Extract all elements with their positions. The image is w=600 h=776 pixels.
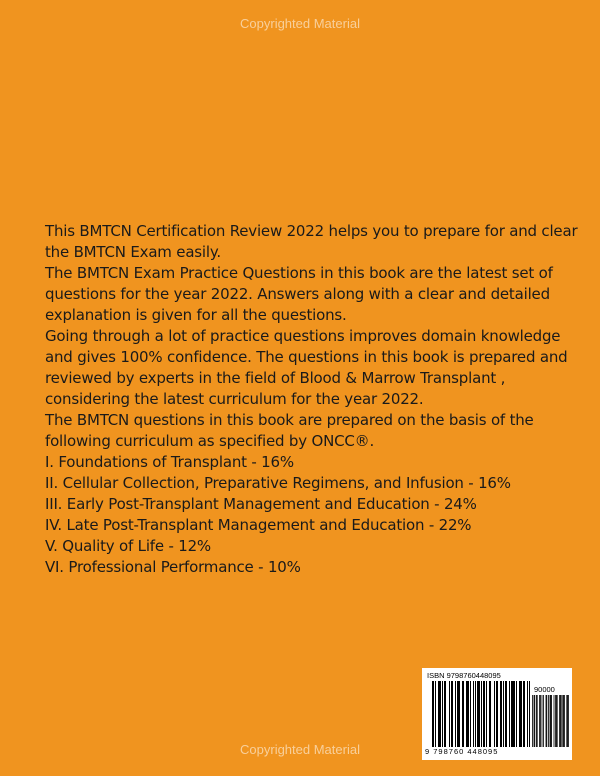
curriculum-item: VI. Professional Performance - 10% (45, 558, 301, 576)
barcode-bar (433, 681, 434, 747)
barcode-bar (568, 695, 569, 747)
barcode-bar (524, 681, 525, 747)
barcode-bar (435, 681, 436, 747)
barcode-bar (554, 695, 555, 747)
barcode-bar (546, 695, 547, 747)
barcode-bar (534, 695, 535, 747)
barcode-bar (532, 695, 533, 747)
barcode-bar (529, 681, 530, 747)
barcode-bar (432, 681, 433, 747)
barcode-bar (462, 681, 463, 747)
curriculum-list (45, 452, 590, 578)
barcode-bar (555, 695, 556, 747)
barcode-bar (556, 695, 557, 747)
barcode-bar (452, 681, 453, 747)
barcode-bar (481, 681, 482, 747)
barcode-bar (467, 681, 468, 747)
isbn-label: ISBN 9798760448095 (427, 671, 501, 680)
barcode-bar (540, 695, 541, 747)
barcode-bar (536, 695, 537, 747)
back-cover-description (45, 221, 590, 578)
barcode-bar (521, 681, 522, 747)
barcode-bar (470, 681, 471, 747)
barcode-bar (503, 681, 504, 747)
barcode-bar (484, 681, 485, 747)
barcode-bar (458, 681, 459, 747)
barcode-bar (473, 681, 474, 747)
barcode-bar (475, 681, 476, 747)
barcode-bar (442, 681, 443, 747)
price-code: 90000 (534, 685, 555, 694)
barcode-bar (511, 681, 512, 747)
barcode-bar (546, 695, 547, 747)
barcode-bar (466, 681, 467, 747)
barcode-bar (559, 695, 560, 747)
barcode-digits: 9 798760 448095 (425, 747, 499, 756)
barcode-bar (479, 681, 480, 747)
barcode-bar (451, 681, 452, 747)
barcode-bar (494, 681, 495, 747)
barcode-bar (520, 681, 521, 747)
barcode-bar (506, 681, 507, 747)
description-paragraph: The BMTCN Exam Practice Questions in this book are the latest set of questions for the year 2022. Answers along with a clear and detailed explanation is given for all the questions. (45, 264, 553, 324)
barcode-bar (566, 695, 567, 747)
barcode-bar (551, 695, 552, 747)
barcode-bar (519, 681, 520, 747)
curriculum-item: IV. Late Post-Transplant Management and Education - 22% (45, 516, 472, 534)
barcode-bar (449, 681, 450, 747)
curriculum-item: V. Quality of Life - 12% (45, 537, 211, 555)
barcode-bar (509, 681, 510, 747)
barcode-bar (477, 681, 478, 747)
barcode-bars-icon (432, 681, 530, 747)
addon-barcode-bars-icon (532, 695, 569, 747)
barcode-bar (523, 681, 524, 747)
barcode-bar (542, 695, 543, 747)
barcode-bar (550, 695, 551, 747)
description-paragraph: The BMTCN questions in this book are prepared on the basis of the following curriculum as specified by ONCC®. (45, 411, 534, 450)
barcode-bar (496, 681, 497, 747)
barcode-bar (457, 681, 458, 747)
barcode-bar (550, 695, 551, 747)
barcode-bar (534, 695, 535, 747)
barcode-bar (537, 695, 538, 747)
barcode-bar (514, 681, 515, 747)
barcode-bar (513, 681, 514, 747)
barcode-bar (438, 681, 439, 747)
barcode-bar (440, 681, 441, 747)
barcode-bar (486, 681, 487, 747)
curriculum-item: III. Early Post-Transplant Management and Education - 24% (45, 495, 477, 513)
curriculum-item: II. Cellular Collection, Preparative Regimens, and Infusion - 16% (45, 474, 511, 492)
barcode-bar (497, 681, 498, 747)
barcode-bar (564, 695, 565, 747)
barcode-bar (539, 695, 540, 747)
copyright-watermark-bottom: Copyrighted Material (240, 742, 360, 757)
description-paragraph: Going through a lot of practice questions improves domain knowledge and gives 100% confidence. The questions in this book is prepared and reviewed by experts in the field of Blood & Marrow Transplant , considering the latest curriculum for the year 2022. (45, 327, 568, 408)
barcode-bar (445, 681, 446, 747)
barcode-bar (543, 695, 544, 747)
barcode-bar (561, 695, 562, 747)
barcode-bar (490, 681, 491, 747)
barcode-bar (478, 681, 479, 747)
barcode-bar (548, 695, 549, 747)
barcode-bar (563, 695, 564, 747)
barcode-bar (501, 681, 502, 747)
barcode-bar (483, 681, 484, 747)
barcode-bar (468, 681, 469, 747)
barcode-bar (557, 695, 558, 747)
barcode-bar (512, 681, 513, 747)
barcode-bar (567, 695, 568, 747)
barcode-bar (439, 681, 440, 747)
barcode-bar (459, 681, 460, 747)
barcode-bar (562, 695, 563, 747)
barcode-bar (489, 681, 490, 747)
barcode-bar (500, 681, 501, 747)
barcode-bar (505, 681, 506, 747)
barcode-bar (527, 681, 528, 747)
copyright-watermark-top: Copyrighted Material (240, 16, 360, 31)
barcode-bar (455, 681, 456, 747)
barcode-bar (463, 681, 464, 747)
description-paragraph: This BMTCN Certification Review 2022 helps you to prepare for and clear the BMTCN Exam easily. (45, 222, 578, 261)
barcode-bar (516, 681, 517, 747)
barcode-bar (444, 681, 445, 747)
barcode-bar (560, 695, 561, 747)
curriculum-item: I. Foundations of Transplant - 16% (45, 453, 294, 471)
